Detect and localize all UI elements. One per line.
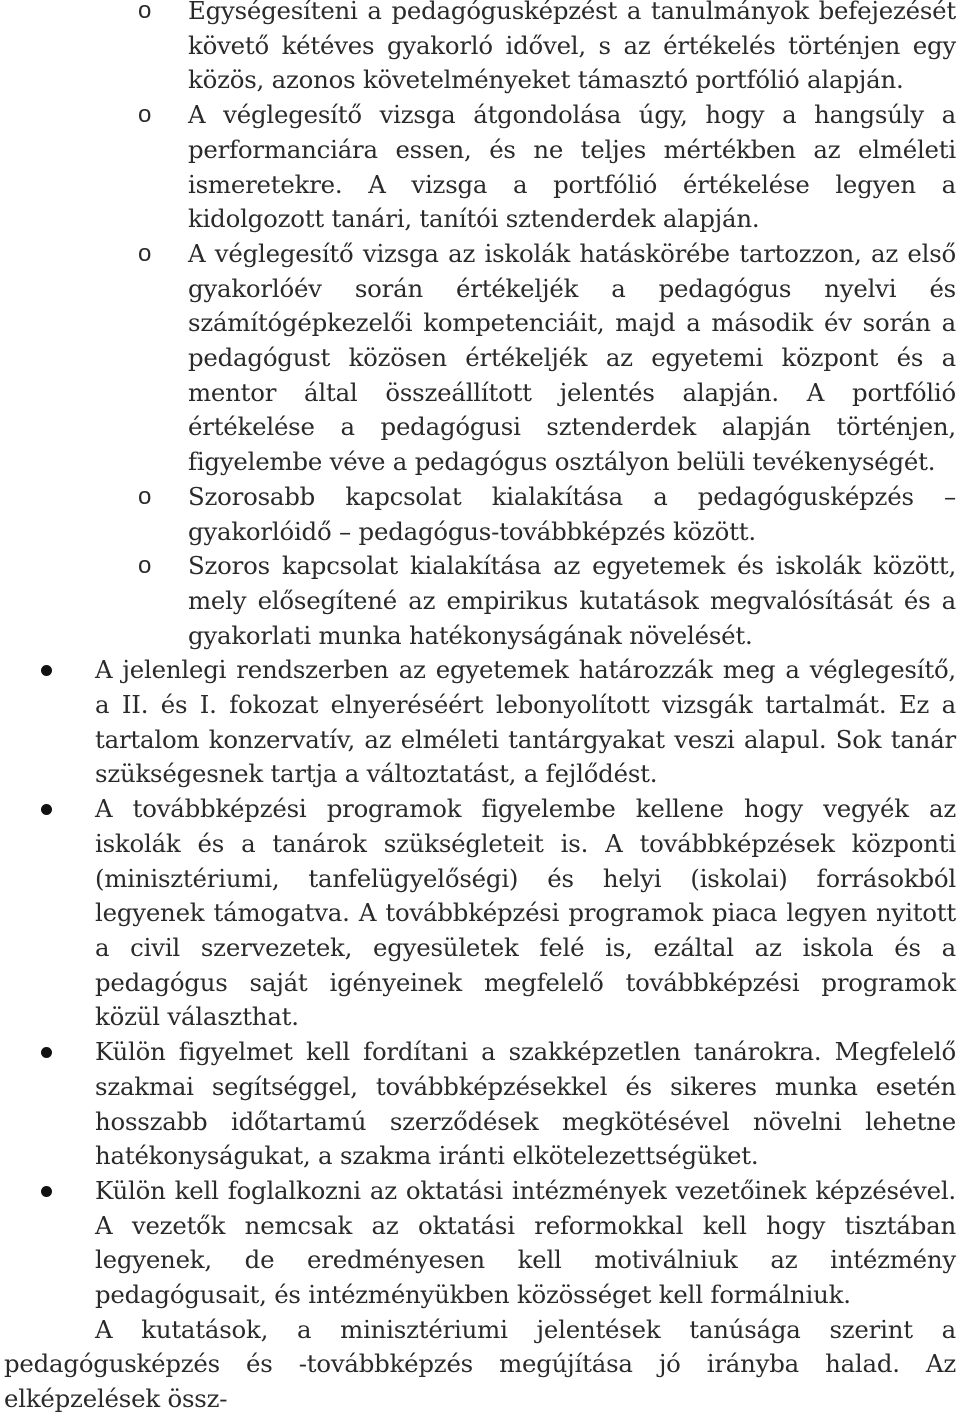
sub-list-item: [138, 549, 956, 653]
sub-list-item: [138, 480, 956, 549]
circle-bullet-icon: o: [138, 482, 152, 510]
sub-list-item: [138, 237, 956, 480]
sub-list-item-text: Egységesíteni a pedagógusképzést a tanulmányok befejezését követő kétéves gyakorló idővel, s az értékelés történjen egy közös, azonos követelményeket támasztó portfólió alapján.: [188, 0, 956, 95]
bullet-list-item: [95, 792, 956, 1035]
bullet-list-item-text: A jelenlegi rendszerben az egyetemek határozzák meg a véglegesítő, a II. és I. fokozat elnyeréséért lebonyolított vizsgák tartalmát. Ez a tartalom konzervatív, az elméleti tantárgyakat veszi alapul. Sok tanár szükségesnek tartja a változtatást, a fejlődést.: [95, 655, 956, 789]
circle-bullet-icon: o: [138, 0, 152, 24]
filled-dot-bullet-icon: [41, 804, 52, 815]
circle-bullet-icon: o: [138, 552, 152, 580]
bullet-list-item-text: Külön figyelmet kell fordítani a szakképzetlen tanárokra. Megfelelő szakmai segítséggel, továbbképzésekkel és sikeres munka esetén hosszabb időtartamú szerződések megkötésével növelni lehetne hatékonyságukat, a szakma iránti elkötelezettségüket.: [95, 1037, 956, 1171]
circle-bullet-icon: o: [138, 239, 152, 267]
filled-dot-bullet-icon: [41, 665, 52, 676]
bullet-list-item: [95, 1035, 956, 1174]
bullet-list-item-text: Külön kell foglalkozni az oktatási intézmények vezetőinek képzésével. A vezetők nemcsak az oktatási reformokkal kell hogy tisztában legyenek, de eredményesen kell motiválniuk az intézmény pedagógusait, és intézményükben közösséget kell formálniuk.: [95, 1175, 956, 1310]
filled-dot-bullet-icon: [41, 1047, 52, 1058]
bullet-list-item: [95, 1174, 956, 1313]
circle-bullet-icon: o: [138, 101, 152, 129]
bullet-list-item: [95, 653, 956, 792]
sub-list-item-text: A véglegesítő vizsga átgondolása úgy, hogy a hangsúly a performanciára essen, és ne teljes mértékben az elméleti ismeretekre. A vizsga a portfólió értékelése legyen a kidolgozott tanári, tanítói sztenderdek alapján.: [188, 100, 956, 234]
sub-list-item-text: Szoros kapcsolat kialakítása az egyetemek és iskolák között, mely elősegítené az empirikus kutatások megvalósítását és a gyakorlati munka hatékonyságának növelését.: [188, 551, 956, 650]
closing-paragraph: [4, 1313, 956, 1417]
bullet-list-item-text: A továbbképzési programok figyelembe kellene hogy vegyék az iskolák és a tanárok szükségleteit is. A továbbképzések központi (minisztériumi, tanfelügyelőségi) és helyi (iskolai) forrásokból legyenek támogatva. A továbbképzési programok piaca legyen nyitott a civil szervezetek, egyesületek felé is, ezáltal az iskola és a pedagógus saját igényeinek megfelelő továbbképzési programok közül választhat.: [95, 794, 956, 1032]
sub-list-item-text: A véglegesítő vizsga az iskolák hatáskörébe tartozzon, az első gyakorlóév során értékeljék a pedagógus nyelvi és számítógépkezelői kompetenciáit, majd a második év során a pedagógust közösen értékeljék az egyetemi központ és a mentor által összeállított jelentés alapján. A portfólió értékelése a pedagógusi sztenderdek alapján történjen, figyelembe véve a pedagógus osztályon belüli tevékenységét.: [188, 238, 956, 477]
sub-list-item: [138, 0, 956, 98]
sub-list-item-text: Szorosabb kapcsolat kialakítása a pedagógusképzés – gyakorlóidő – pedagógus-továbbképzés között.: [188, 481, 956, 546]
sub-list-item: [138, 98, 956, 237]
filled-dot-bullet-icon: [41, 1186, 52, 1197]
closing-paragraph-text: A kutatások, a minisztériumi jelentések tanúsága szerint a pedagógusképzés és -továbbképzés megújítása jó irányba halad. Az elképzelések össz-: [4, 1314, 956, 1414]
